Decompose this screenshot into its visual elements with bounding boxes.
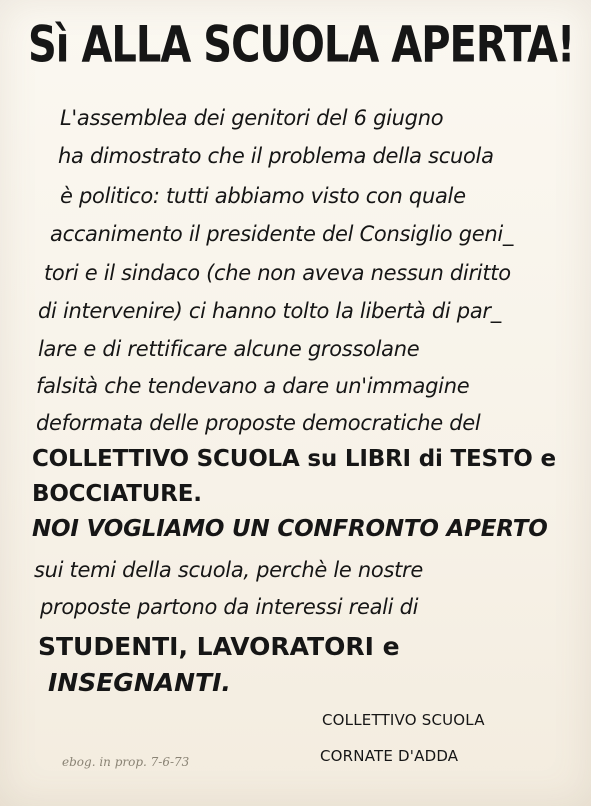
body-line-1: L'assemblea dei genitori del 6 giugno xyxy=(60,106,444,130)
poster-title: Sì ALLA SCUOLA APERTA! xyxy=(28,16,575,74)
body-line-6: di intervenire) ci hanno tolto la libertà di par_ xyxy=(38,299,501,323)
bold-line-2: BOCCIATURE. xyxy=(32,481,202,507)
bold-line-1: COLLETTIVO SCUOLA su LIBRI di TESTO e xyxy=(32,446,556,472)
bold-line-3: NOI VOGLIAMO UN CONFRONTO APERTO xyxy=(32,516,548,542)
body-line-2: ha dimostrato che il problema della scuola xyxy=(58,144,494,168)
body-line-9: deformata delle proposte democratiche del xyxy=(36,411,481,435)
body-line-7: lare e di rettificare alcune grossolane xyxy=(38,337,420,361)
signature-line-1: COLLETTIVO SCUOLA xyxy=(322,711,485,729)
body2-line-1: sui temi della scuola, perchè le nostre xyxy=(34,558,423,582)
closing-line-1: STUDENTI, LAVORATORI e xyxy=(38,632,400,661)
body-line-3: è politico: tutti abbiamo visto con quale xyxy=(60,184,466,208)
closing-line-2: INSEGNANTI. xyxy=(48,668,231,697)
body-line-5: tori e il sindaco (che non aveva nessun diritto xyxy=(44,261,511,285)
body2-line-2: proposte partono da interessi reali di xyxy=(40,595,419,619)
body-line-4: accanimento il presidente del Consiglio geni_ xyxy=(50,222,514,246)
archive-note: ebog. in prop. 7-6-73 xyxy=(62,755,190,769)
body-line-8: falsità che tendevano a dare un'immagine xyxy=(36,374,470,398)
signature-line-2: CORNATE D'ADDA xyxy=(320,747,459,765)
